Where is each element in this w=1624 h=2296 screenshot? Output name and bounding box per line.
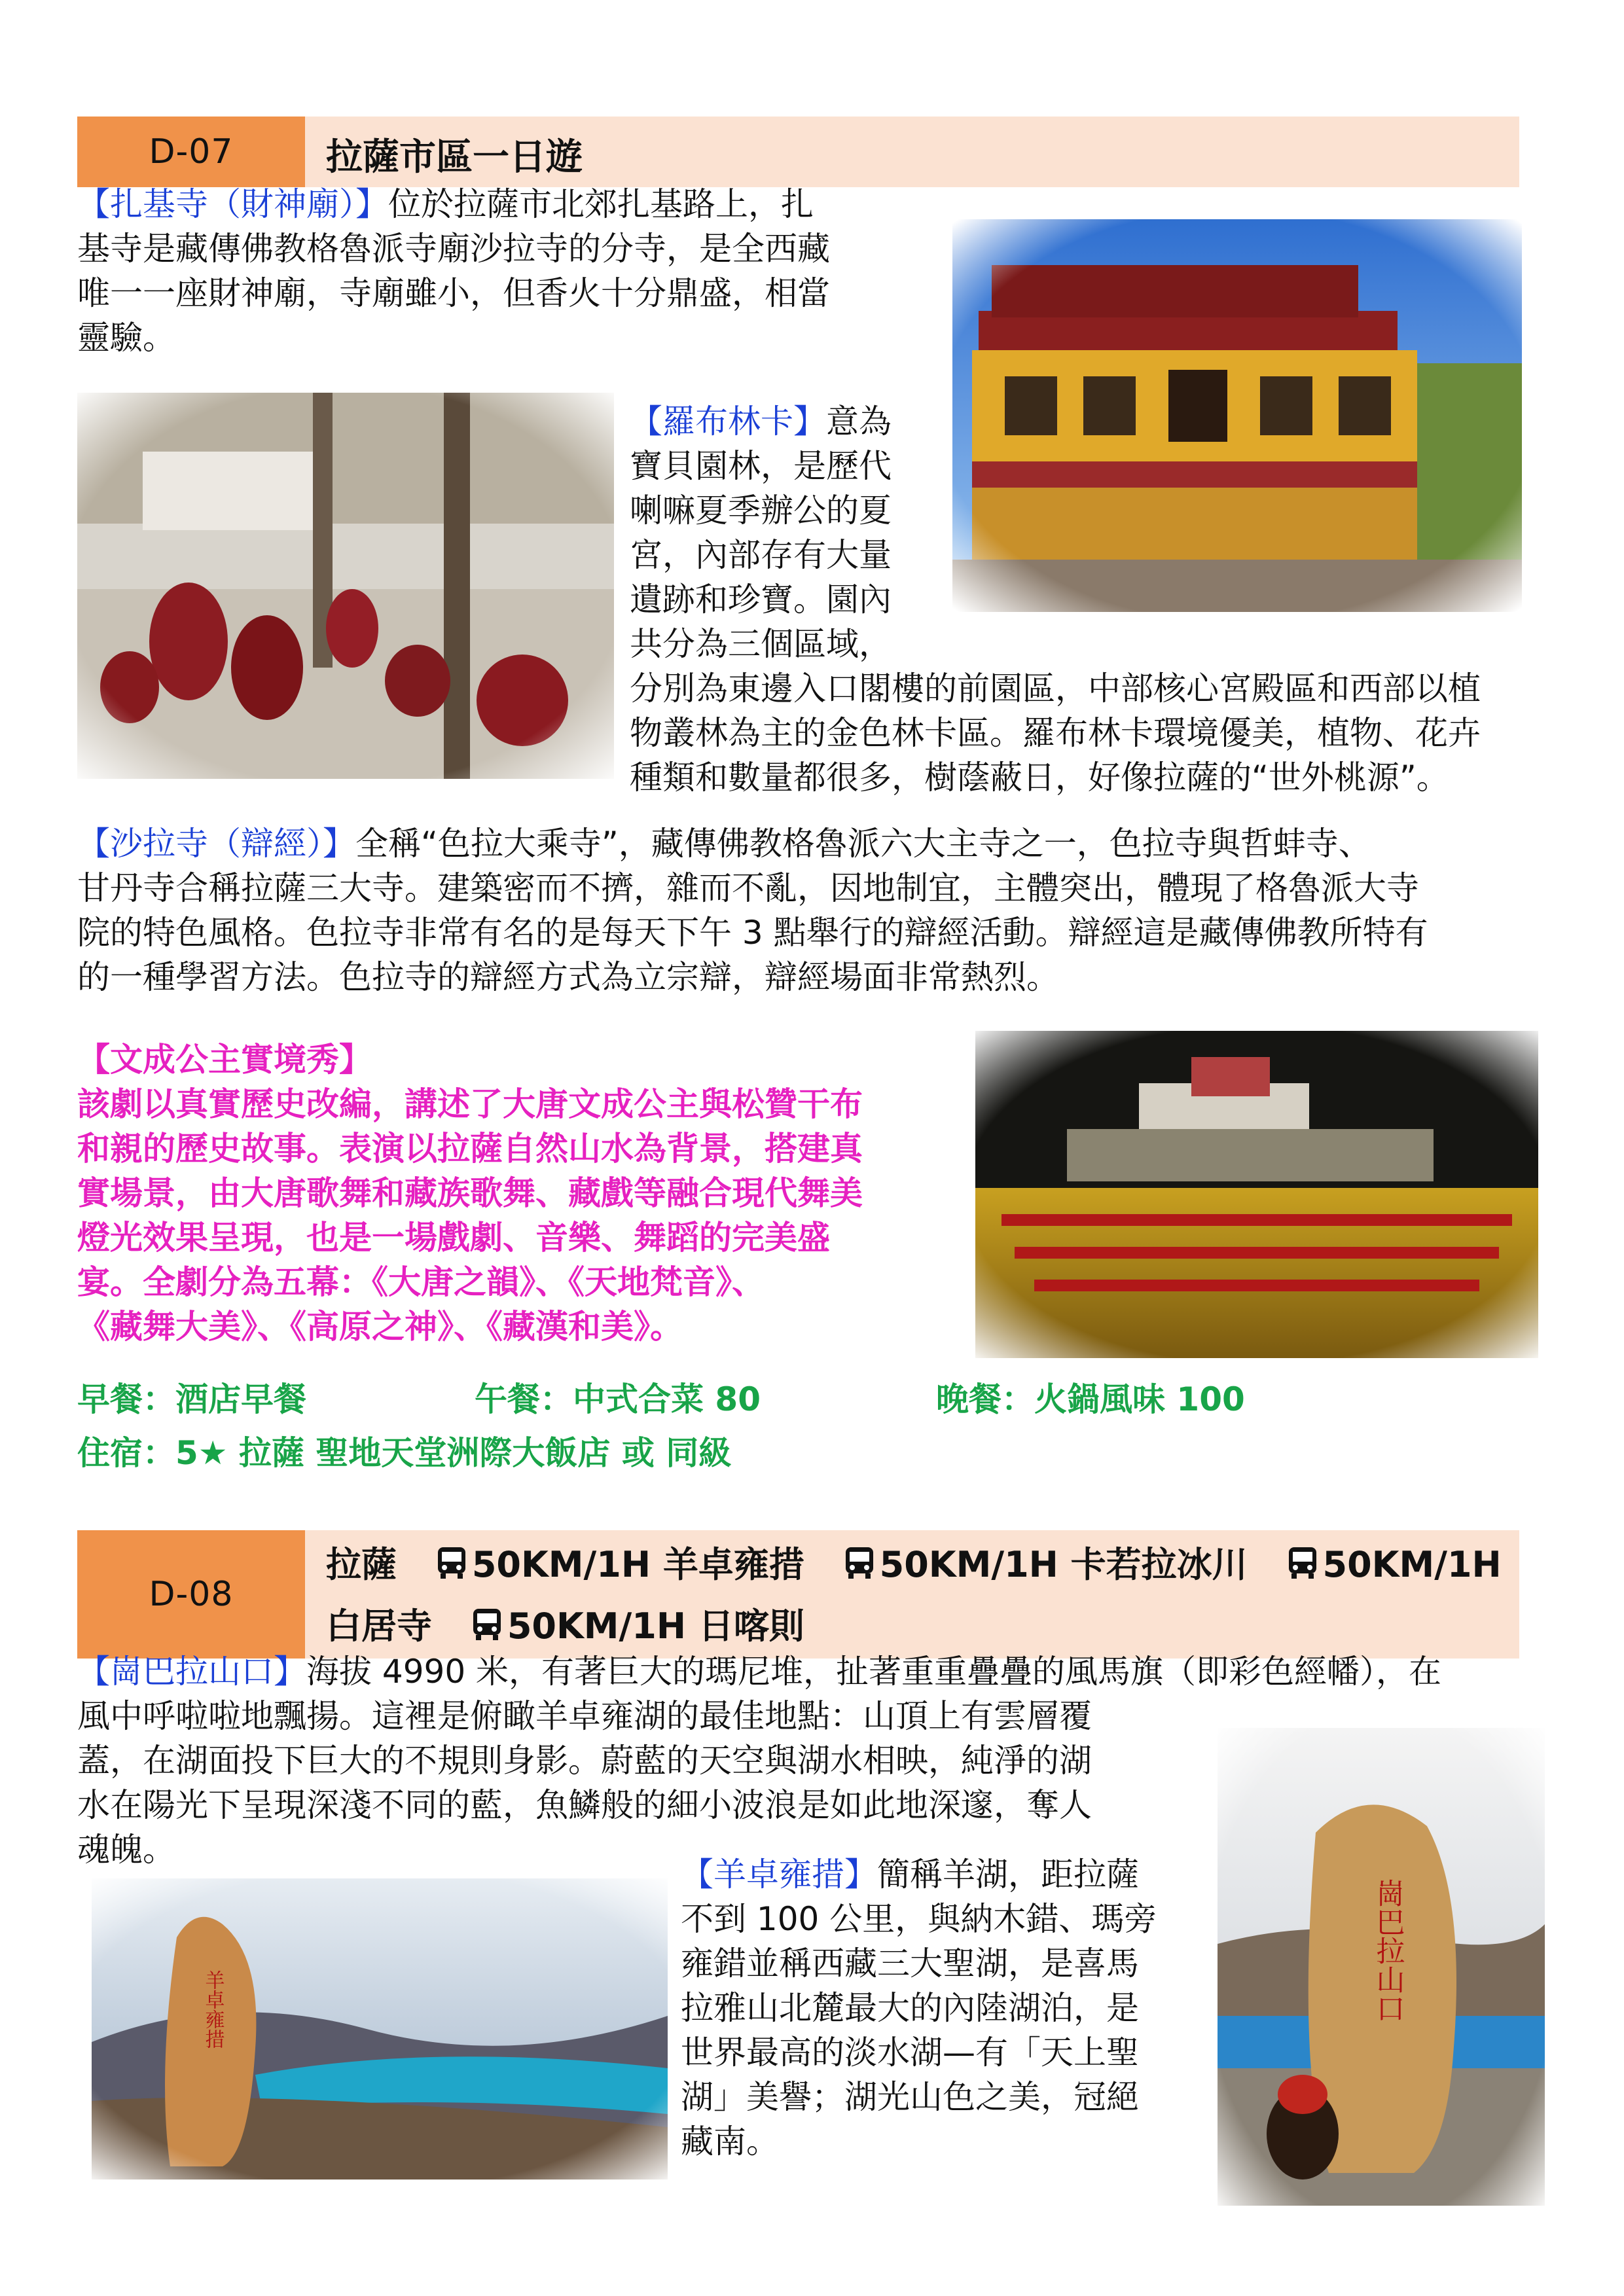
gangba-line: 海拔 4990 米，有著巨大的瑪尼堆，扯著重重疊疊的風馬旗（即彩色經幡），在	[306, 1653, 1442, 1691]
day7-title: 拉薩市區一日遊	[326, 136, 583, 179]
show-line: 和親的歷史故事。表演以拉薩自然山水為背景，搭建真	[77, 1130, 863, 1168]
luobu-line: 宮，內部存有大量	[630, 536, 892, 574]
zhaji-line: 位於拉薩市北郊扎基路上，扎	[388, 185, 814, 223]
yamdrok-line: 拉雅山北麓最大的內陸湖泊，是	[681, 1989, 1139, 2027]
yamdrok-stone-photo	[92, 1878, 668, 2179]
gangba-line: 蓋，在湖面投下巨大的不規則身影。蔚藍的天空與湖水相映，純淨的湖	[77, 1742, 1092, 1780]
gangba-line: 水在陽光下呈現深淺不同的藍，魚鱗般的細小波浪是如此地深邃，奪人	[77, 1786, 1092, 1824]
yamdrok-paragraph	[681, 1852, 1218, 2164]
monks-debate-photo	[77, 393, 614, 779]
bus-icon	[843, 1546, 876, 1588]
day7-tag: D-07	[77, 117, 305, 187]
yamdrok-line: 湖」美譽；湖光山色之美，冠絕	[681, 2078, 1139, 2116]
route-stop-lhasa: 拉薩	[326, 1544, 397, 1585]
luobu-line: 分別為東邊入口閣樓的前園區，中部核心宮殿區和西部以植	[630, 670, 1481, 708]
sera-line: 的一種學習方法。色拉寺的辯經方式為立宗辯，辯經場面非常熱烈。	[77, 958, 1059, 996]
zhaji-line: 基寺是藏傳佛教格魯派寺廟沙拉寺的分寺，是全西藏	[77, 230, 830, 268]
zhaji-line: 靈驗。	[77, 319, 175, 357]
day8-route-line1	[326, 1537, 1502, 1588]
bus-icon	[1286, 1546, 1319, 1588]
sera-paragraph	[77, 821, 1543, 999]
yamdrok-line: 簡稱羊湖，距拉薩	[877, 1856, 1139, 1893]
show-line: 《藏舞大美》、《高原之神》、《藏漢和美》。	[77, 1308, 683, 1346]
gangba-heading: 【崗巴拉山口】	[77, 1653, 306, 1691]
route-stop-baiju: 白居寺	[326, 1605, 432, 1647]
route-leg: 50KM/1H	[1322, 1544, 1502, 1585]
sera-line: 全稱“色拉大乘寺”，藏傳佛教格魯派六大主寺之一，色拉寺與哲蚌寺、	[355, 825, 1371, 863]
dinner-label: 晚餐：火鍋風味 100	[936, 1380, 1245, 1418]
hotel-label: 住宿：5★ 拉薩 聖地天堂洲際大飯店 或 同級	[77, 1434, 732, 1472]
bus-icon	[471, 1607, 503, 1650]
sera-heading: 【沙拉寺（辯經）】	[77, 825, 355, 863]
show-paragraph	[77, 1037, 954, 1349]
show-line: 該劇以真實歷史改編，講述了大唐文成公主與松贊干布	[77, 1085, 863, 1123]
gangba-line: 魂魄。	[77, 1831, 175, 1869]
yamdrok-heading: 【羊卓雍措】	[681, 1856, 877, 1893]
luobu-line: 物叢林為主的金色林卡區。羅布林卡環境優美，植物、花卉	[630, 714, 1481, 752]
route-stop-yamdrok: 50KM/1H 羊卓雍措	[471, 1544, 804, 1585]
route-stop-karola: 50KM/1H 卡若拉冰川	[879, 1544, 1248, 1585]
zhaji-heading: 【扎基寺（財神廟）】	[77, 185, 388, 223]
sera-line: 甘丹寺合稱拉薩三大寺。建築密而不擠，雜而不亂，因地制宜，主體突出，體現了格魯派大寺	[77, 869, 1419, 907]
day8-tag: D-08	[77, 1530, 305, 1659]
yamdrok-line: 世界最高的淡水湖—有「天上聖	[681, 2034, 1139, 2072]
bus-icon	[435, 1546, 468, 1588]
show-photo	[975, 1031, 1538, 1358]
luobu-line: 喇嘛夏季辦公的夏	[630, 492, 892, 529]
sera-line: 院的特色風格。色拉寺非常有名的是每天下午 3 點舉行的辯經活動。辯經這是藏傳佛教所特有	[77, 914, 1428, 952]
yamdrok-line: 藏南。	[681, 2123, 779, 2161]
luobu-line: 意為	[826, 403, 892, 440]
gangba-line: 風中呼啦啦地飄揚。這裡是俯瞰羊卓雍湖的最佳地點：山頂上有雲層覆	[77, 1697, 1092, 1735]
day8-route-line2	[326, 1598, 804, 1650]
yamdrok-line: 雍錯並稱西藏三大聖湖，是喜馬	[681, 1945, 1139, 1982]
luobu-heading: 【羅布林卡】	[630, 403, 826, 440]
yamdrok-line: 不到 100 公里，與納木錯、瑪旁	[681, 1900, 1157, 1938]
show-line: 燈光效果呈現，也是一場戲劇、音樂、舞蹈的完美盛	[77, 1219, 830, 1257]
zhaji-line: 唯一一座財神廟，寺廟雖小，但香火十分鼎盛，相當	[77, 274, 830, 312]
gangba-stone-photo	[1218, 1728, 1545, 2206]
lunch-label: 午餐：中式合菜 80	[475, 1380, 761, 1418]
luobu-line: 種類和數量都很多，樹蔭蔽日，好像拉薩的“世外桃源”。	[630, 759, 1449, 797]
breakfast-label: 早餐：酒店早餐	[77, 1380, 306, 1418]
luobu-line: 遺跡和珍寶。園內	[630, 581, 892, 619]
zhaji-paragraph	[77, 182, 922, 360]
luobu-line: 寶貝園林，是歷代	[630, 447, 892, 485]
luobu-line: 共分為三個區域，	[630, 625, 892, 663]
show-line: 宴。全劇分為五幕：《大唐之韻》、《天地梵音》、	[77, 1263, 765, 1301]
route-stop-shigatse: 50KM/1H 日喀則	[507, 1605, 804, 1647]
luobu-paragraph	[630, 399, 1533, 800]
show-line: 實場景，由大唐歌舞和藏族歌舞、藏戲等融合現代舞美	[77, 1174, 863, 1212]
show-heading: 【文成公主實境秀】	[77, 1041, 372, 1079]
